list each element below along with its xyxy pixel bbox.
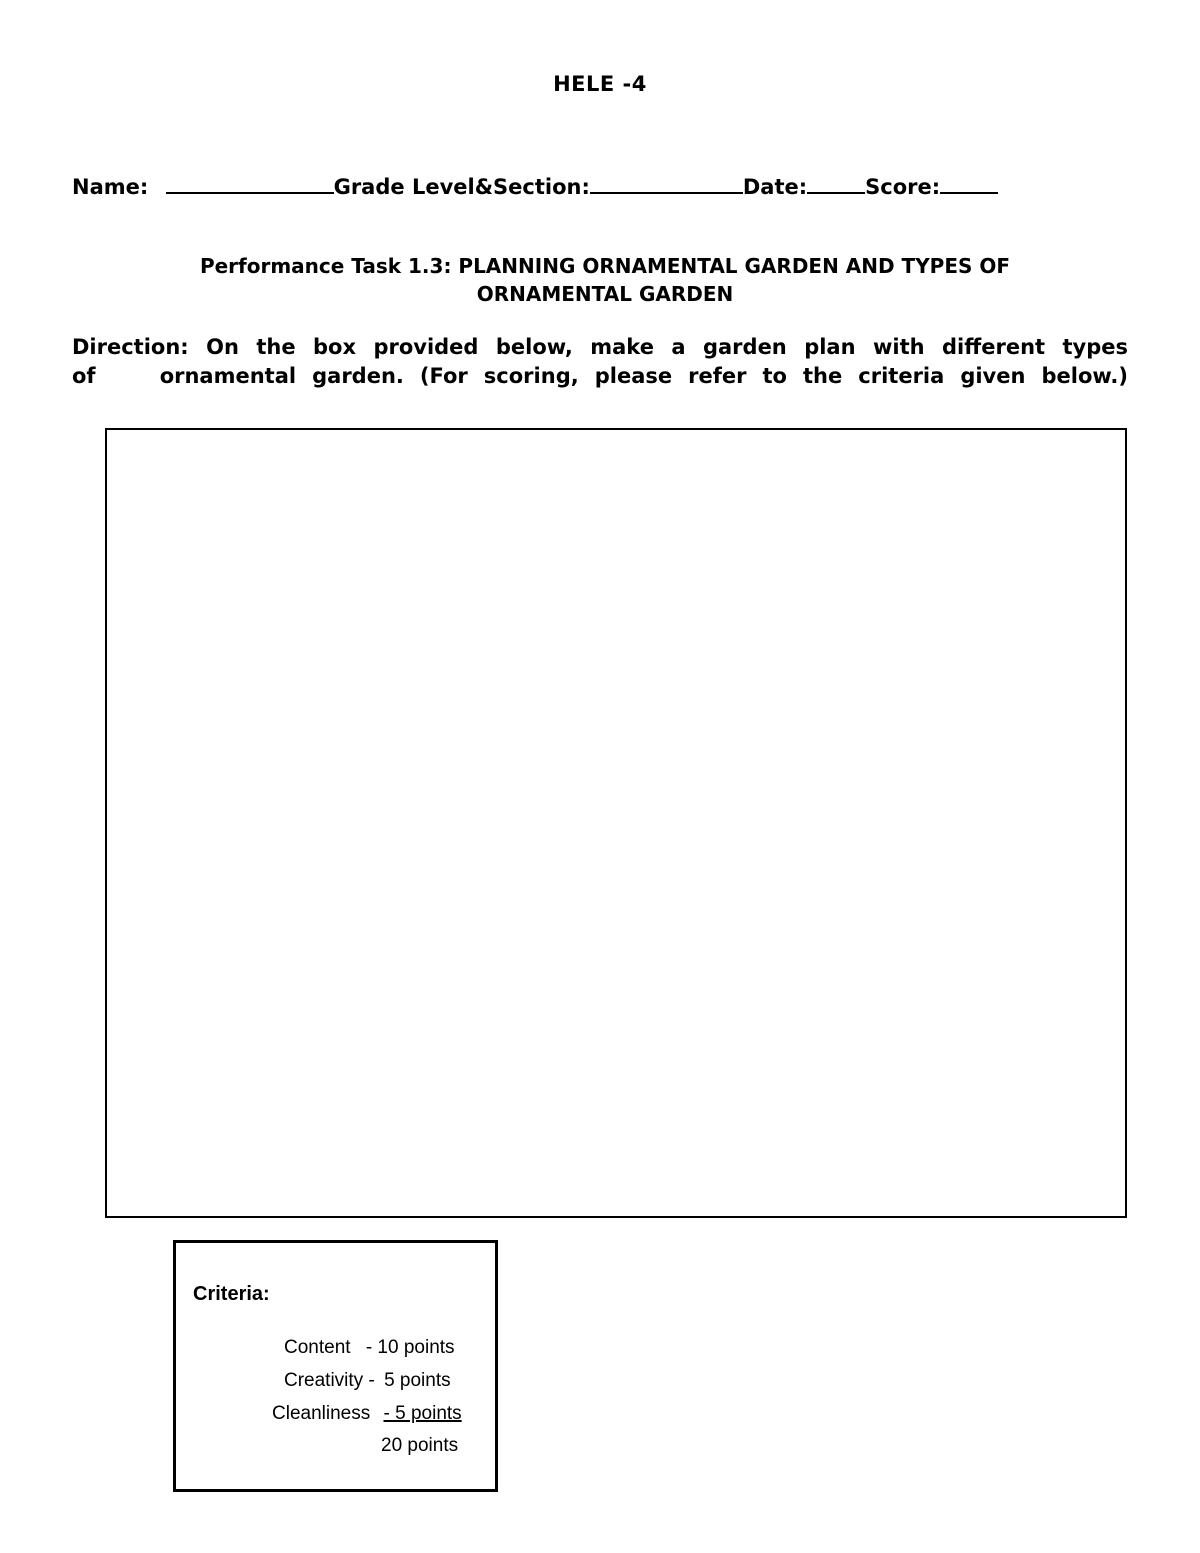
direction-text [72,333,1128,391]
grade-section-label: Grade Level&Section: [333,175,590,199]
criteria-title: Criteria: [193,1283,270,1305]
criteria-total: 20 points [381,1435,459,1456]
criteria-box [173,1240,498,1492]
date-label: Date: [742,175,808,199]
criteria-item-cleanliness [272,1403,462,1425]
score-blank [940,172,998,194]
page-title: HELE -4 [553,72,647,96]
criteria-item-content [284,1337,455,1359]
student-info-line [72,172,998,199]
criteria-item-creativity [284,1370,451,1392]
direction-line1: Direction: On the box provided below, make a garden plan with different types [72,335,1128,359]
task-title-line2: ORNAMENTAL GARDEN [476,282,734,306]
task-title-line1: Performance Task 1.3: PLANNING ORNAMENTAL GARDEN AND TYPES OF [199,254,1011,278]
name-blank [166,172,334,194]
criteria-item-label: Cleanliness [272,1403,371,1424]
name-label: Name: [72,175,149,199]
direction-line2: of ornamental garden. (For scoring, please refer to the criteria given below.) [72,364,1128,388]
score-label: Score: [865,175,941,199]
date-blank [807,172,865,194]
criteria-item-label: Creativity - [284,1370,375,1391]
garden-plan-box[interactable] [105,428,1127,1218]
grade-section-blank [590,172,743,194]
criteria-item-points: - 5 points [383,1403,462,1424]
criteria-item-label: Content [284,1337,351,1358]
criteria-item-points: 5 points [384,1370,451,1391]
task-title [110,252,1100,308]
criteria-item-points: - 10 points [365,1337,455,1358]
